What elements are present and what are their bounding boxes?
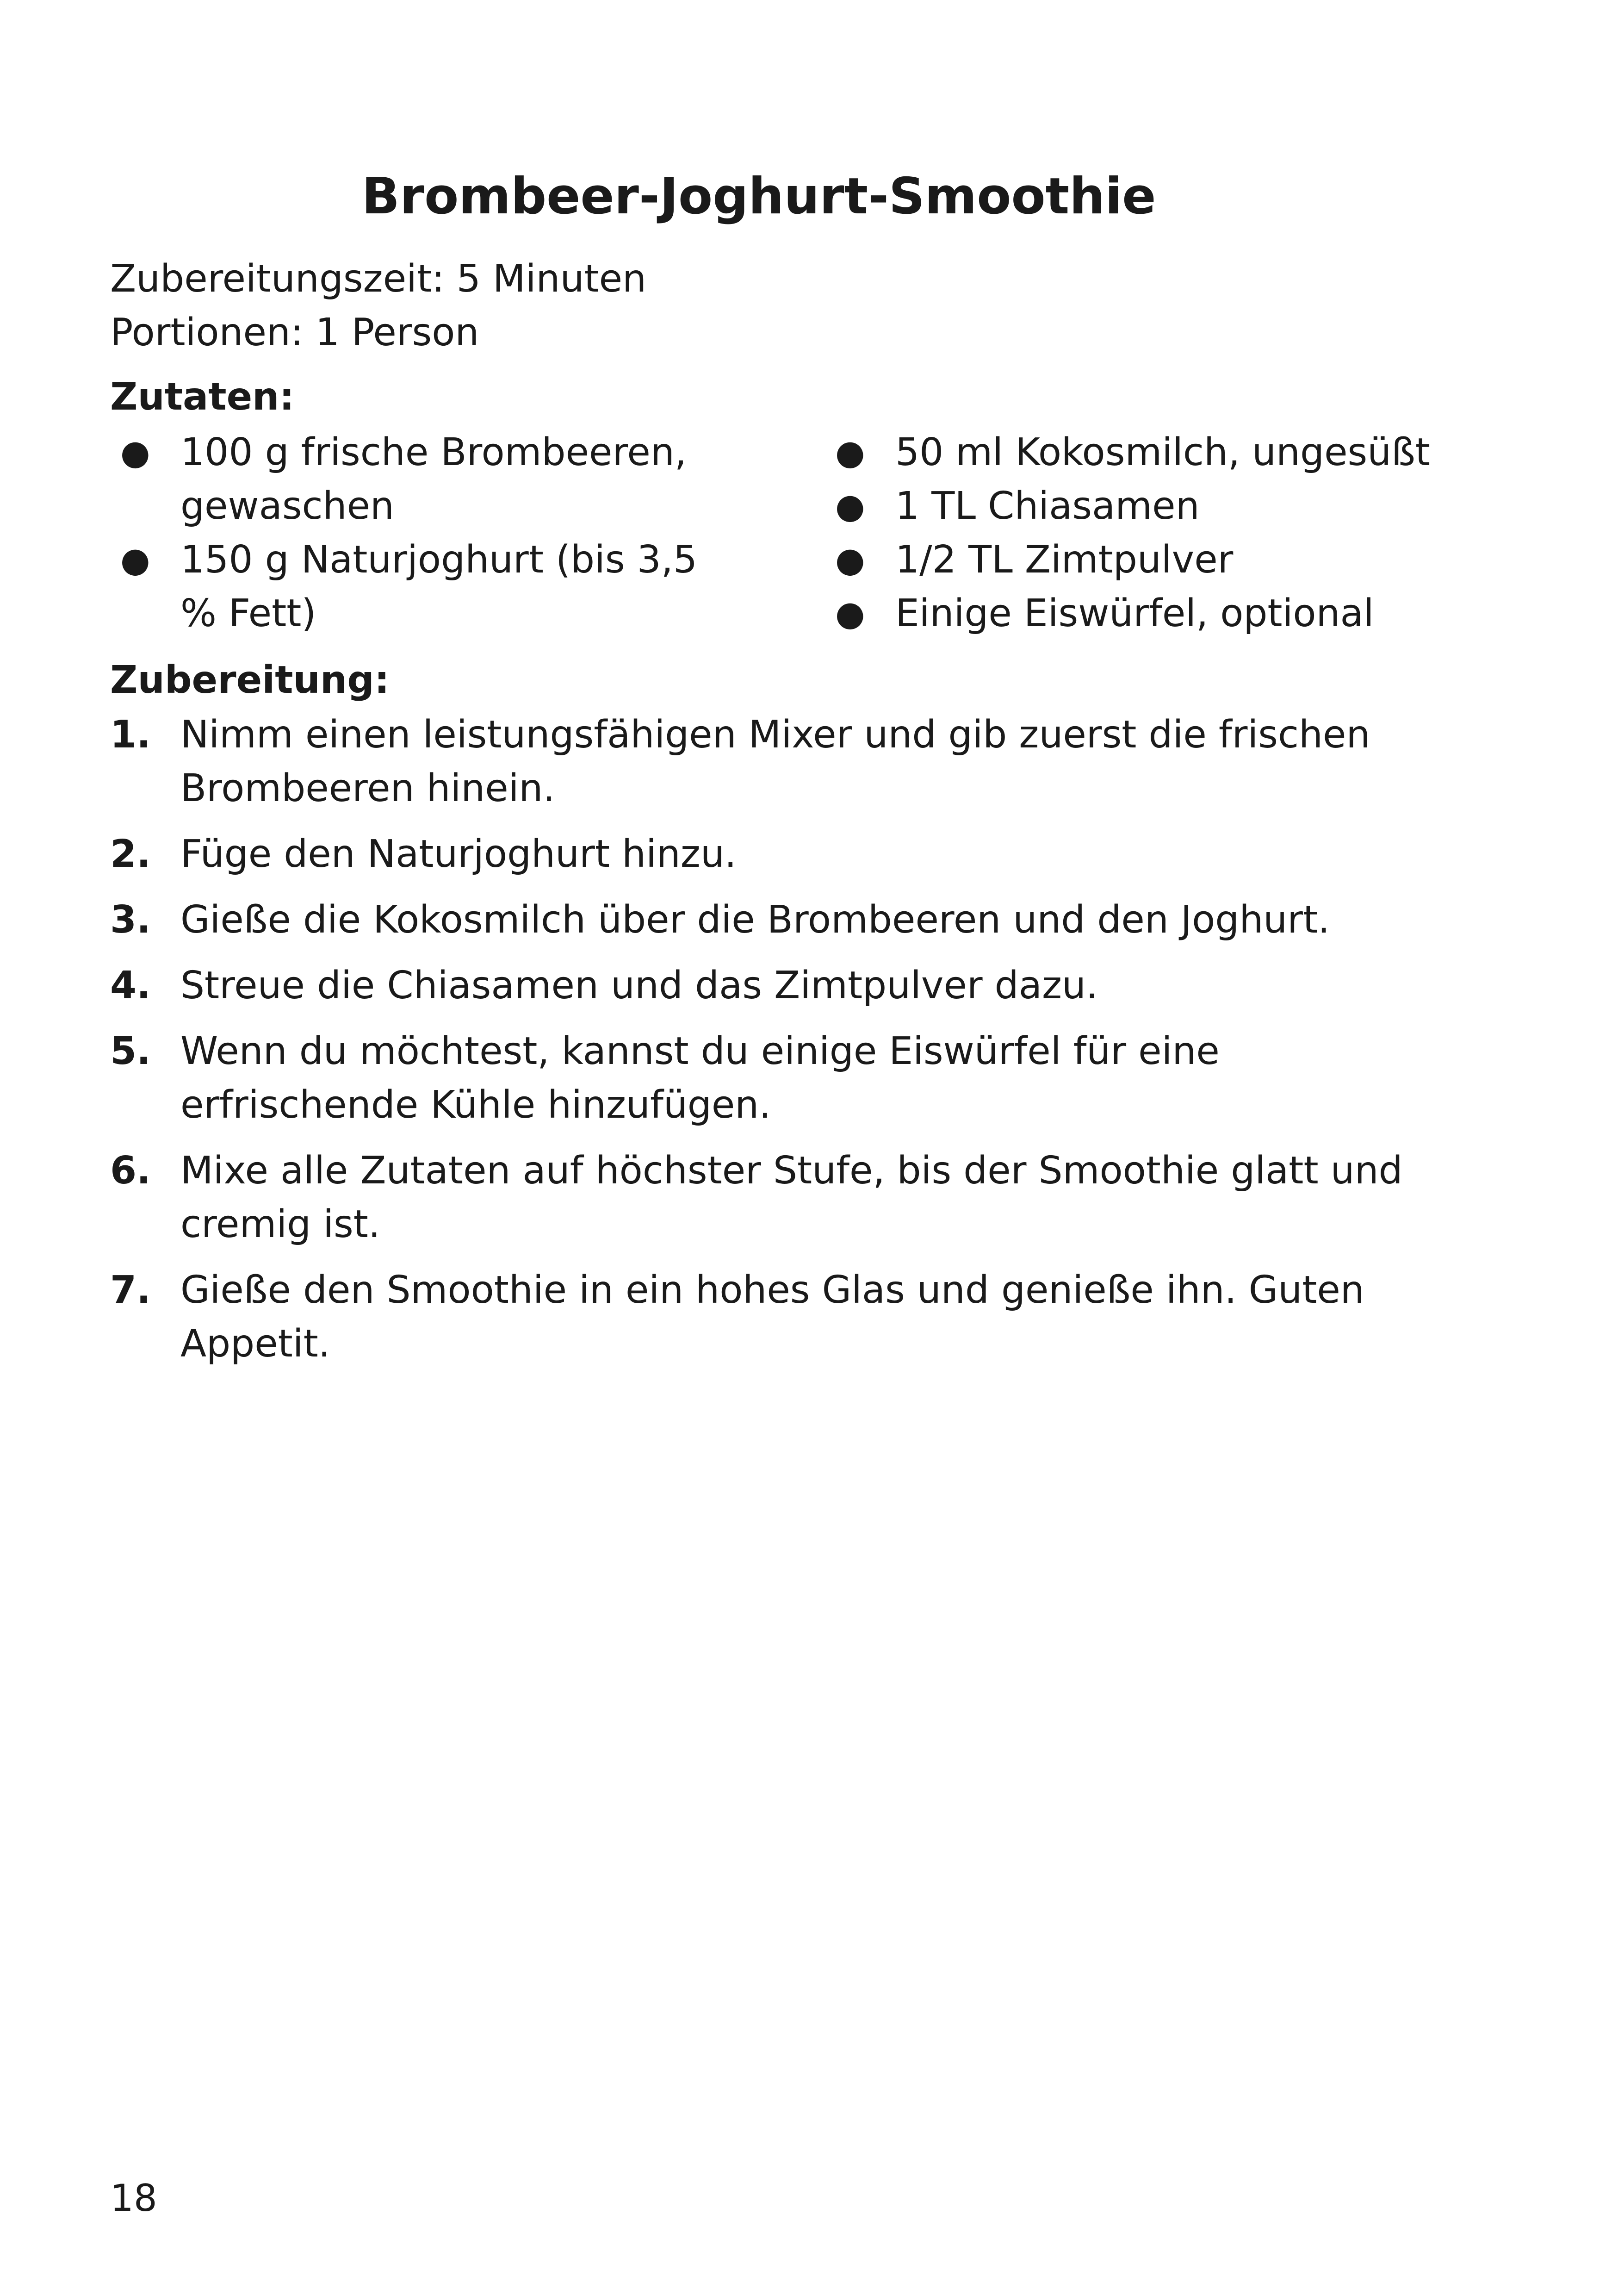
step-text: Füge den Naturjoghurt hinzu.: [180, 832, 737, 876]
ingredient-text: 1 TL Chiasamen: [895, 484, 1200, 528]
recipe-meta: [110, 252, 646, 360]
bullet-icon: ●: [835, 594, 865, 634]
ingredient-text: 50 ml Kokosmilch, ungesüßt: [895, 430, 1431, 474]
step-number: 4.: [110, 964, 151, 1008]
step-text: Nimm einen leistungsfähigen Mixer und gib zuerst die frischen Brombeeren hinein.: [180, 713, 1370, 810]
step-item: [110, 959, 1416, 1013]
bullet-icon: ●: [120, 433, 150, 473]
bullet-icon: ●: [835, 486, 865, 526]
step-item: [110, 708, 1416, 815]
ingredient-text: 1/2 TL Zimtpulver: [895, 538, 1234, 582]
step-item: [110, 1144, 1416, 1251]
ingredient-text: 150 g Naturjoghurt (bis 3,5 % Fett): [180, 538, 698, 635]
preparation-heading: Zubereitung:: [110, 658, 390, 702]
ingredient-item: [825, 479, 1496, 533]
bullet-icon: ●: [835, 433, 865, 473]
step-text: Wenn du möchtest, kannst du einige Eiswürfel für eine erfrischende Kühle hinzufügen.: [180, 1029, 1220, 1127]
step-number: 3.: [110, 898, 151, 942]
ingredients-list-right: [825, 426, 1496, 641]
ingredient-item: [825, 533, 1496, 587]
step-text: Streue die Chiasamen und das Zimtpulver dazu.: [180, 964, 1098, 1008]
ingredient-item: [825, 426, 1496, 479]
preparation-steps: [110, 708, 1416, 1383]
step-text: Mixe alle Zutaten auf höchster Stufe, bis der Smoothie glatt und cremig ist.: [180, 1149, 1403, 1246]
ingredient-item: [825, 587, 1496, 641]
step-item: [110, 1263, 1416, 1371]
ingredients-list-left: [110, 426, 721, 641]
ingredient-text: 100 g frische Brombeeren, gewaschen: [180, 430, 687, 528]
bullet-icon: ●: [835, 540, 865, 580]
step-number: 1.: [110, 713, 151, 757]
bullet-icon: ●: [120, 540, 150, 580]
ingredients-heading: Zutaten:: [110, 375, 295, 419]
step-number: 5.: [110, 1029, 151, 1073]
step-text: Gieße den Smoothie in ein hohes Glas und genieße ihn. Guten Appetit.: [180, 1268, 1364, 1366]
servings: Portionen: 1 Person: [110, 311, 479, 355]
step-item: [110, 828, 1416, 881]
step-item: [110, 1025, 1416, 1132]
page-number: 18: [110, 2177, 157, 2220]
step-number: 7.: [110, 1268, 151, 1312]
step-text: Gieße die Kokosmilch über die Brombeeren und den Joghurt.: [180, 898, 1330, 942]
step-item: [110, 893, 1416, 947]
ingredient-item: [110, 426, 721, 533]
step-number: 6.: [110, 1149, 151, 1193]
prep-time: Zubereitungszeit: 5 Minuten: [110, 257, 647, 301]
recipe-title: Brombeer-Joghurt-Smoothie: [361, 168, 1156, 225]
step-number: 2.: [110, 832, 151, 876]
ingredient-text: Einige Eiswürfel, optional: [895, 591, 1374, 635]
ingredient-item: [110, 533, 721, 641]
